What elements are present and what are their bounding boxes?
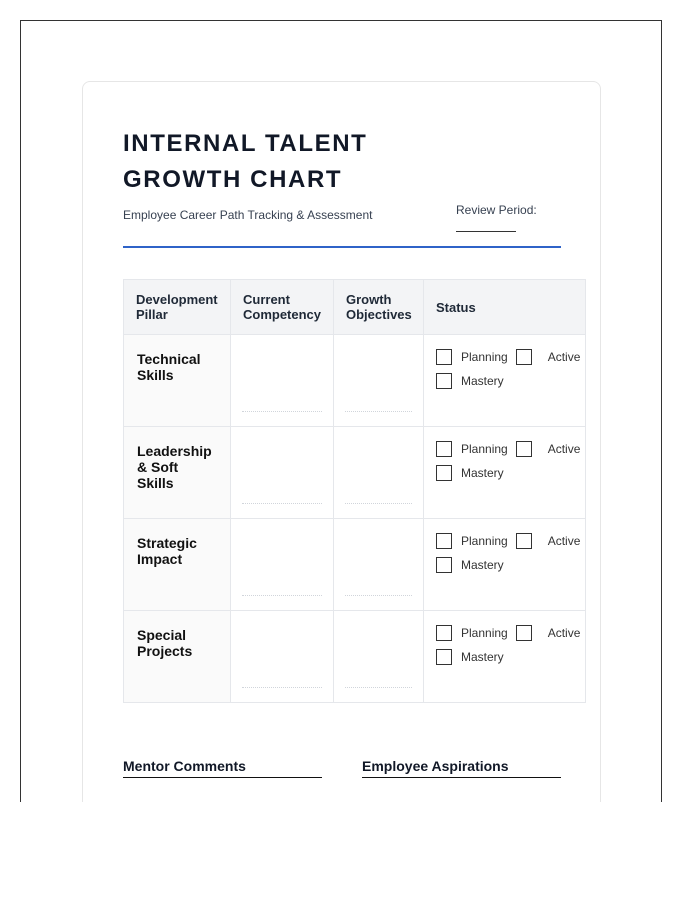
page-subtitle: Employee Career Path Tracking & Assessment <box>123 208 373 222</box>
pillar-leadership-soft-skills: Leadership & Soft Skills <box>124 427 231 519</box>
checkbox-mastery[interactable] <box>436 557 452 573</box>
current-competency-field[interactable] <box>231 611 334 703</box>
checkbox-active[interactable] <box>516 441 532 457</box>
status-options <box>436 533 586 573</box>
status-option-planning[interactable] <box>436 441 508 457</box>
status-label-mastery: Mastery <box>461 374 504 388</box>
pillar-technical-skills: Technical Skills <box>124 335 231 427</box>
table-row <box>124 519 586 611</box>
growth-objectives-field[interactable] <box>334 611 424 703</box>
status-option-mastery[interactable] <box>436 649 504 665</box>
status-label-active: Active <box>547 350 581 364</box>
header-current-competency: Current Competency <box>231 280 334 335</box>
header-status: Status <box>424 280 586 335</box>
status-option-planning[interactable] <box>436 349 508 365</box>
status-option-active[interactable] <box>516 441 581 457</box>
status-cell <box>424 519 586 611</box>
status-label-active: Active <box>547 534 581 548</box>
mentor-comments-section <box>123 758 322 778</box>
status-label-mastery: Mastery <box>461 466 504 480</box>
status-option-active[interactable] <box>516 349 581 365</box>
checkbox-planning[interactable] <box>436 533 452 549</box>
status-label-mastery: Mastery <box>461 650 504 664</box>
review-period-field[interactable] <box>456 231 516 232</box>
mentor-comments-heading: Mentor Comments <box>123 758 322 778</box>
header-divider <box>123 246 561 248</box>
review-period-label: Review Period: <box>456 203 537 217</box>
dotted-line <box>345 595 412 596</box>
checkbox-planning[interactable] <box>436 349 452 365</box>
status-option-mastery[interactable] <box>436 373 504 389</box>
review-period <box>456 203 556 232</box>
status-options <box>436 349 586 389</box>
dotted-line <box>242 687 322 688</box>
status-label-mastery: Mastery <box>461 558 504 572</box>
employee-aspirations-heading: Employee Aspirations <box>362 758 561 778</box>
header-development-pillar: Development Pillar <box>124 280 231 335</box>
status-label-planning: Planning <box>461 442 508 456</box>
checkbox-active[interactable] <box>516 533 532 549</box>
checkbox-mastery[interactable] <box>436 373 452 389</box>
growth-objectives-field[interactable] <box>334 335 424 427</box>
status-option-active[interactable] <box>516 625 581 641</box>
pillar-special-projects: Special Projects <box>124 611 231 703</box>
status-options <box>436 441 586 481</box>
status-option-mastery[interactable] <box>436 557 504 573</box>
status-option-planning[interactable] <box>436 625 508 641</box>
dotted-line <box>345 411 412 412</box>
status-option-planning[interactable] <box>436 533 508 549</box>
dotted-line <box>242 411 322 412</box>
checkbox-planning[interactable] <box>436 625 452 641</box>
dotted-line <box>345 503 412 504</box>
status-option-mastery[interactable] <box>436 465 504 481</box>
status-cell <box>424 427 586 519</box>
dotted-line <box>242 595 322 596</box>
checkbox-active[interactable] <box>516 625 532 641</box>
status-label-planning: Planning <box>461 350 508 364</box>
status-cell <box>424 611 586 703</box>
status-option-active[interactable] <box>516 533 581 549</box>
table-row <box>124 427 586 519</box>
status-options <box>436 625 586 665</box>
page-frame <box>20 20 662 802</box>
checkbox-mastery[interactable] <box>436 465 452 481</box>
document-card <box>82 81 601 802</box>
dotted-line <box>345 687 412 688</box>
status-label-planning: Planning <box>461 534 508 548</box>
current-competency-field[interactable] <box>231 427 334 519</box>
checkbox-mastery[interactable] <box>436 649 452 665</box>
header-growth-objectives: Growth Objectives <box>334 280 424 335</box>
status-cell <box>424 335 586 427</box>
growth-objectives-field[interactable] <box>334 519 424 611</box>
current-competency-field[interactable] <box>231 335 334 427</box>
pillar-strategic-impact: Strategic Impact <box>124 519 231 611</box>
growth-table <box>123 279 586 703</box>
current-competency-field[interactable] <box>231 519 334 611</box>
page-title: INTERNAL TALENT GROWTH CHART <box>123 130 368 193</box>
status-label-active: Active <box>547 442 581 456</box>
growth-objectives-field[interactable] <box>334 427 424 519</box>
employee-aspirations-section <box>362 758 561 778</box>
status-label-planning: Planning <box>461 626 508 640</box>
checkbox-planning[interactable] <box>436 441 452 457</box>
status-label-active: Active <box>547 626 581 640</box>
table-row <box>124 335 586 427</box>
table-header-row <box>124 280 586 335</box>
checkbox-active[interactable] <box>516 349 532 365</box>
dotted-line <box>242 503 322 504</box>
table-row <box>124 611 586 703</box>
